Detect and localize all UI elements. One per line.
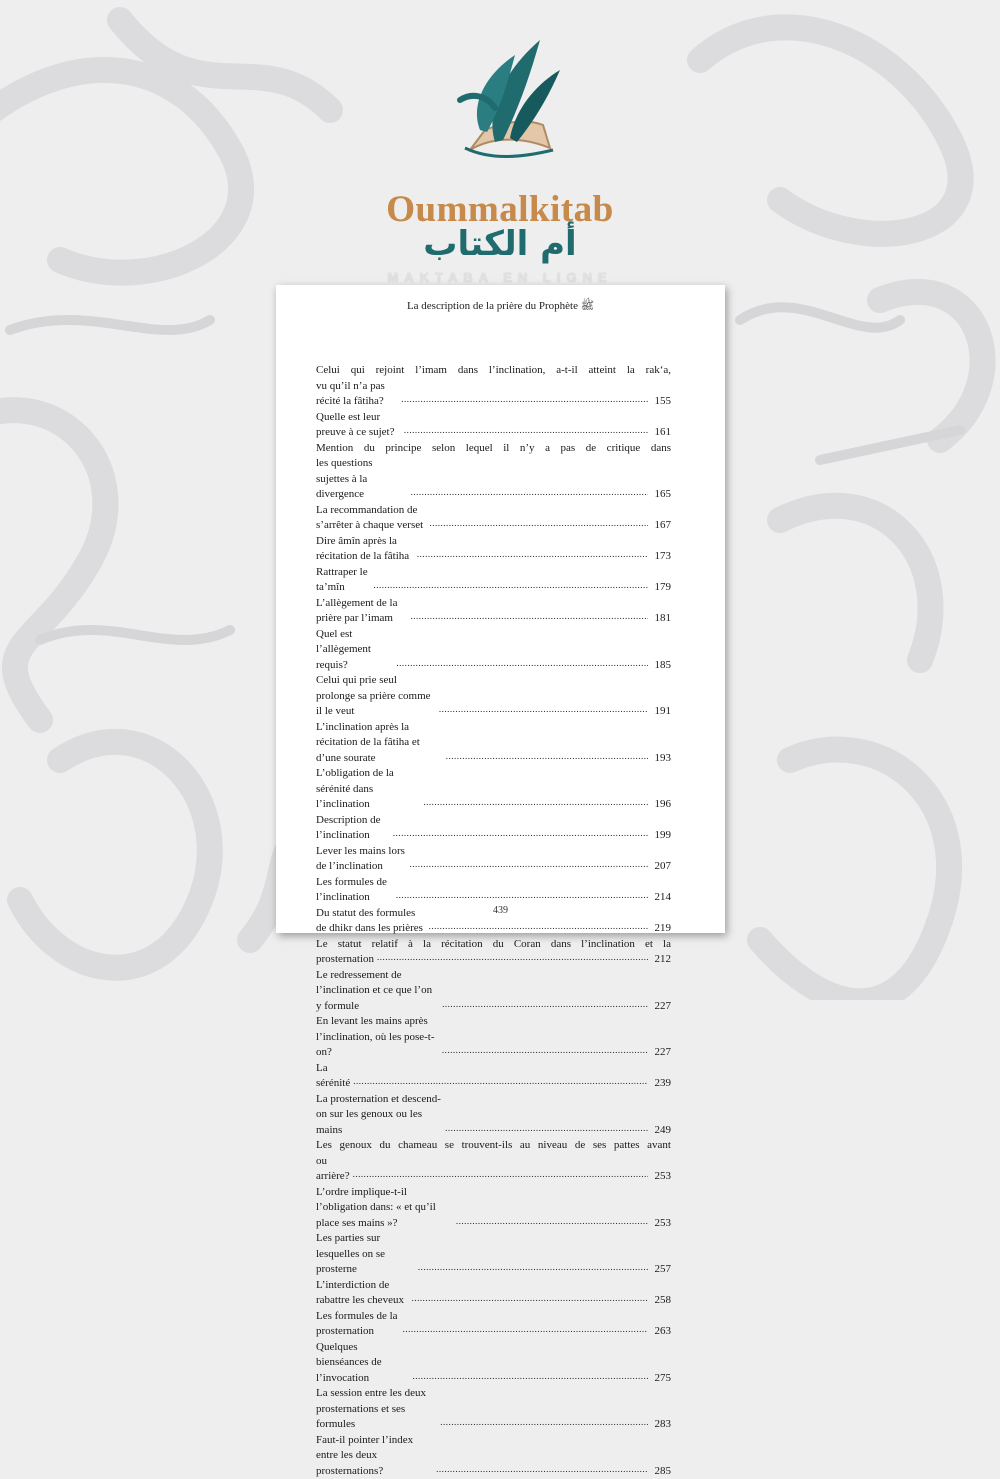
toc-entry (316, 503, 671, 534)
toc-entry (316, 565, 671, 596)
toc-entry (316, 1185, 671, 1232)
toc-entry-page: 275 (651, 1371, 671, 1387)
toc-entry-page: 214 (651, 890, 671, 906)
toc-entry-page: 193 (651, 751, 671, 767)
brand-header (0, 20, 1000, 280)
toc-entry (316, 937, 671, 968)
toc-entry-line: Mention du principe selon lequel il n’y a pas de critique dans (316, 441, 671, 457)
toc-leader-dots (417, 547, 648, 563)
toc-leader-dots (429, 516, 648, 532)
toc-leader-dots (456, 1214, 648, 1230)
toc-leader-dots (377, 950, 648, 966)
toc-leader-dots (412, 1291, 648, 1307)
toc-entry-title: La recommandation de s’arrêter à chaque verset (316, 503, 426, 534)
toc-entry-title: Les formules de l’inclination (316, 875, 393, 906)
toc-leader-dots (436, 1462, 648, 1478)
toc-entry-title: L’inclination après la récitation de la fâtiha et d’une sourate (316, 720, 443, 767)
toc-entry-title: La session entre les deux prosternations et ses formules (316, 1386, 437, 1433)
toc-entry-page: 207 (651, 859, 671, 875)
toc-entry-page: 167 (651, 518, 671, 534)
toc-entry-page: 191 (651, 704, 671, 720)
toc-leader-dots (439, 702, 648, 718)
brand-name-arabic: أم الكتاب (0, 227, 1000, 261)
toc-leader-dots (401, 392, 648, 408)
toc-entry-title: prosternation (316, 952, 374, 968)
toc-entry-title: Description de l’inclination (316, 813, 390, 844)
toc-entry-line: Les genoux du chameau se trouvent-ils au niveau de ses pattes avant (316, 1138, 671, 1154)
toc-entry-title: Faut-il pointer l’index entre les deux prosternations? (316, 1433, 433, 1479)
toc-entry-page: 155 (651, 394, 671, 410)
toc-entry-title: Lever les mains lors de l’inclination (316, 844, 406, 875)
toc-leader-dots (423, 795, 648, 811)
toc-entry (316, 627, 671, 674)
toc-entry (316, 1231, 671, 1278)
toc-entry-page: 249 (651, 1123, 671, 1139)
toc-entry (316, 720, 671, 767)
toc-entry-page: 227 (651, 1045, 671, 1061)
toc-entry-title: vu qu’il n’a pas récité la fâtiha? (316, 379, 398, 410)
toc-entry-page: 253 (651, 1216, 671, 1232)
toc-entry (316, 1014, 671, 1061)
toc-entry-page: 239 (651, 1076, 671, 1092)
toc-entry-page: 199 (651, 828, 671, 844)
toc-entry (316, 844, 671, 875)
toc-entry-page: 212 (651, 952, 671, 968)
toc-leader-dots (353, 1167, 648, 1183)
toc-entry-page: 257 (651, 1262, 671, 1278)
toc-entry (316, 766, 671, 813)
toc-leader-dots (418, 1260, 648, 1276)
toc-entry (316, 1386, 671, 1433)
toc-entry-page: 253 (651, 1169, 671, 1185)
toc-entry-page: 173 (651, 549, 671, 565)
toc-leader-dots (446, 749, 648, 765)
toc-entry (316, 410, 671, 441)
toc-entry (316, 534, 671, 565)
toc-leader-dots (393, 826, 648, 842)
toc-entry-title: L’allègement de la prière par l’imam (316, 596, 408, 627)
toc-leader-dots (442, 997, 648, 1013)
toc-entry (316, 875, 671, 906)
toc-leader-dots (409, 857, 648, 873)
toc-entry-title: Les parties sur lesquelles on se prosterne (316, 1231, 415, 1278)
toc-leader-dots (404, 423, 648, 439)
toc-entry (316, 968, 671, 1015)
toc-entry (316, 1340, 671, 1387)
toc-leader-dots (396, 656, 648, 672)
toc-entry-title: Les formules de la prosternation (316, 1309, 400, 1340)
toc-entry-title: les questions sujettes à la divergence (316, 456, 408, 503)
toc-entry-title: L’interdiction de rabattre les cheveux (316, 1278, 409, 1309)
toc-entry-page: 227 (651, 999, 671, 1015)
toc-entry-title: Rattraper le ta’mîn (316, 565, 371, 596)
running-head: La description de la prière du Prophète ﷺ (276, 299, 725, 315)
toc-entry (316, 673, 671, 720)
toc-entry-title: L’ordre implique-t-il l’obligation dans: « et qu’il place ses mains »? (316, 1185, 453, 1232)
page-number: 439 (276, 905, 725, 916)
toc-entry-title: Quelques bienséances de l’invocation (316, 1340, 409, 1387)
toc-entry-title: ou arrière? (316, 1154, 350, 1185)
toc-entry-line: Le statut relatif à la récitation du Coran dans l’inclination et la (316, 937, 671, 953)
toc-entry-page: 258 (651, 1293, 671, 1309)
toc-leader-dots (374, 578, 648, 594)
toc-leader-dots (429, 919, 648, 935)
toc-entry (316, 1138, 671, 1185)
toc-leader-dots (396, 888, 648, 904)
toc-entry-page: 185 (651, 658, 671, 674)
toc-leader-dots (353, 1074, 648, 1090)
toc-leader-dots (442, 1043, 648, 1059)
toc-entry-page: 285 (651, 1464, 671, 1479)
toc-entry (316, 1092, 671, 1139)
toc-leader-dots (445, 1121, 648, 1137)
toc-entry-title: Quelle est leur preuve à ce sujet? (316, 410, 401, 441)
toc-entry-title: En levant les mains après l’inclination, où les pose-t-on? (316, 1014, 439, 1061)
toc-entry-title: L’obligation de la sérénité dans l’inclination (316, 766, 420, 813)
toc-leader-dots (440, 1415, 648, 1431)
toc-entry-page: 196 (651, 797, 671, 813)
toc-entry-title: La sérénité (316, 1061, 350, 1092)
toc-entry-title: Dire âmîn après la récitation de la fâtiha (316, 534, 414, 565)
table-of-contents (316, 363, 671, 1479)
brand-name-text: Oummalkitab (386, 189, 614, 230)
toc-entry (316, 813, 671, 844)
toc-leader-dots (403, 1322, 648, 1338)
toc-entry-page: 181 (651, 611, 671, 627)
toc-entry-page: 179 (651, 580, 671, 596)
quill-book-logo-icon (425, 30, 575, 180)
toc-entry-title: Du statut des formules de dhikr dans les prières (316, 906, 426, 937)
toc-entry-title: Le redressement de l’inclination et ce que l’on y formule (316, 968, 439, 1015)
toc-entry-page: 263 (651, 1324, 671, 1340)
toc-leader-dots (411, 485, 648, 501)
toc-leader-dots (412, 1369, 648, 1385)
toc-entry (316, 441, 671, 503)
toc-leader-dots (411, 609, 648, 625)
toc-entry (316, 1061, 671, 1092)
toc-entry-title: Quel est l’allègement requis? (316, 627, 393, 674)
toc-entry-page: 283 (651, 1417, 671, 1433)
toc-entry-line: Celui qui rejoint l’imam dans l’inclination, a-t-il atteint la rak‘a, (316, 363, 671, 379)
toc-entry (316, 363, 671, 410)
toc-entry (316, 596, 671, 627)
toc-entry (316, 1278, 671, 1309)
toc-entry-page: 165 (651, 487, 671, 503)
toc-entry (316, 1309, 671, 1340)
toc-entry-title: Celui qui prie seul prolonge sa prière comme il le veut (316, 673, 436, 720)
toc-entry-page: 161 (651, 425, 671, 441)
toc-entry-page: 219 (651, 921, 671, 937)
toc-entry (316, 1433, 671, 1479)
book-page (276, 285, 725, 933)
toc-entry-title: La prosternation et descend-on sur les genoux ou les mains (316, 1092, 442, 1139)
brand-tagline: MAKTABA EN LIGNE (0, 270, 1000, 285)
